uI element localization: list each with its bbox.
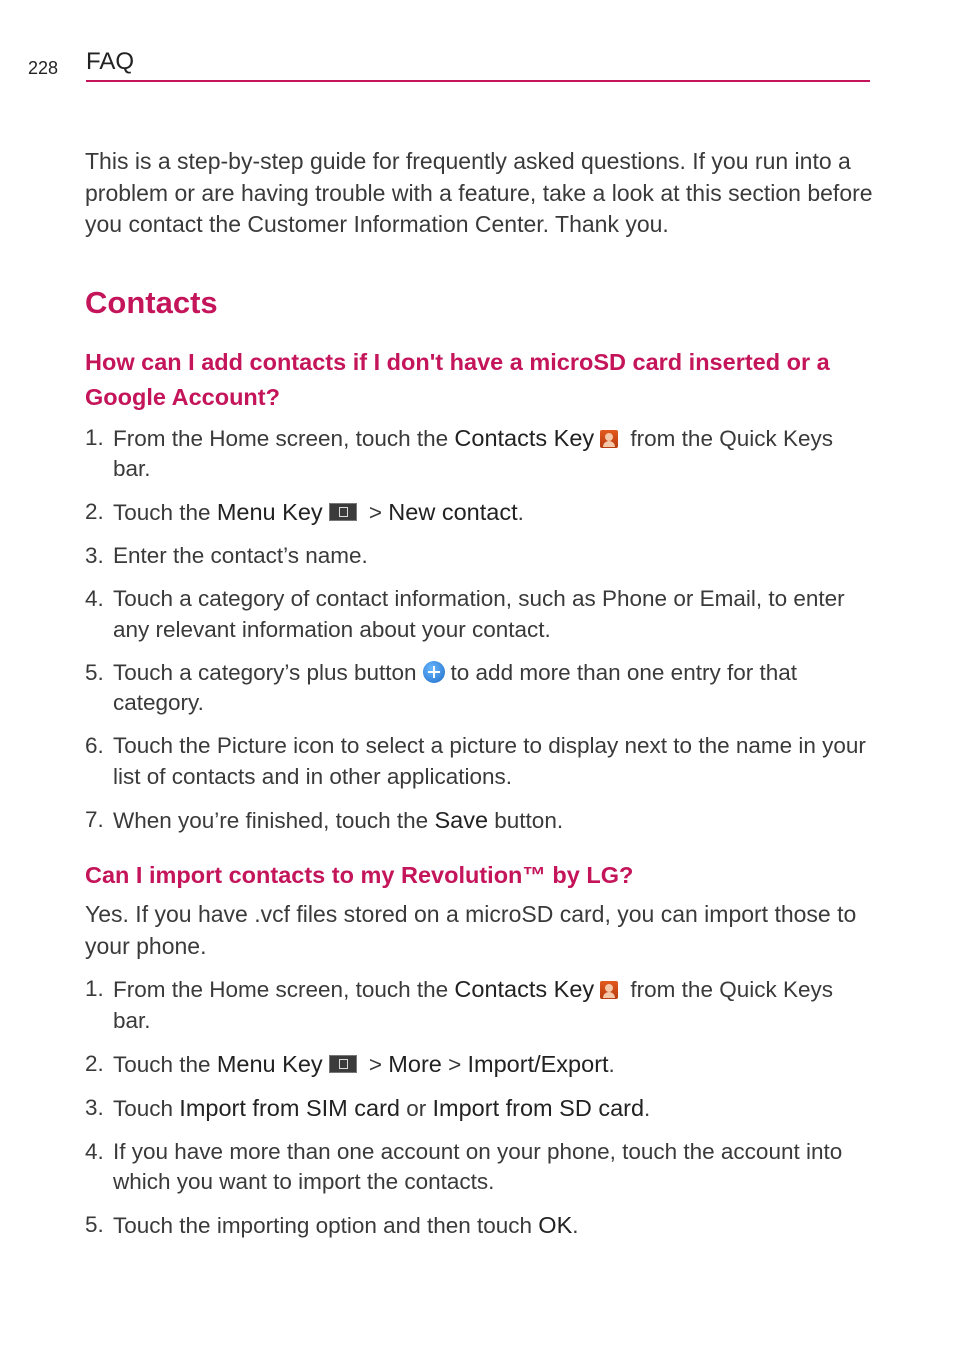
page-title: Contacts — [85, 284, 218, 320]
list-item: 1. From the Home screen, touch the Contacts Key from the Quick Keys bar. — [85, 976, 833, 1033]
contacts-key-icon — [600, 981, 618, 999]
list-item: 7. When you’re finished, touch the Save button. — [85, 806, 564, 833]
steps-list — [85, 423, 875, 837]
plus-button-icon — [423, 661, 445, 683]
list-item: 3. Touch Import from SIM card or Import from SD card. — [85, 1094, 651, 1121]
list-item: 5. Touch the importing option and then touch OK. — [85, 1212, 579, 1238]
list-item: 5. Touch a category’s plus button to add more than one entry for that category. — [85, 659, 797, 715]
list-item: 4. If you have more than one account on your phone, touch the account into which you want to import the contacts. — [85, 1138, 843, 1194]
menu-key-icon — [329, 503, 357, 521]
intro-paragraph: This is a step-by-step guide for frequently asked questions. If you run into a problem or are having trouble with a feature, take a look at this section before you contact the Customer Information Center. Thank you. — [85, 148, 873, 237]
list-item: 3. Enter the contact’s name. — [85, 543, 368, 568]
page-header — [28, 48, 870, 84]
header-rule — [86, 80, 870, 82]
page-number: 228 — [28, 58, 59, 78]
list-item: 4. Touch a category of contact information, such as Phone or Email, to enter any relevant information about your contact. — [85, 586, 845, 642]
steps-list — [85, 974, 875, 1242]
answer-paragraph: Yes. If you have .vcf files stored on a microSD card, you can import those to your phone. — [85, 901, 857, 959]
list-item: 2. Touch the Menu Key > More > Import/Export. — [85, 1050, 615, 1077]
list-item: 1. From the Home screen, touch the Contacts Key from the Quick Keys bar. — [85, 424, 833, 481]
menu-key-icon — [329, 1055, 357, 1073]
page-content — [85, 146, 875, 1242]
section-title: FAQ — [86, 48, 135, 75]
contacts-key-icon — [600, 430, 618, 448]
question-heading: Can I import contacts to my Revolution™ by LG? — [85, 862, 634, 888]
list-item: 2. Touch the Menu Key > New contact. — [85, 499, 524, 525]
question-heading: How can I add contacts if I don't have a microSD card inserted or a Google Account? — [85, 348, 830, 410]
list-item: 6. Touch the Picture icon to select a picture to display next to the name in your list of contacts and in other applications. — [85, 733, 866, 789]
